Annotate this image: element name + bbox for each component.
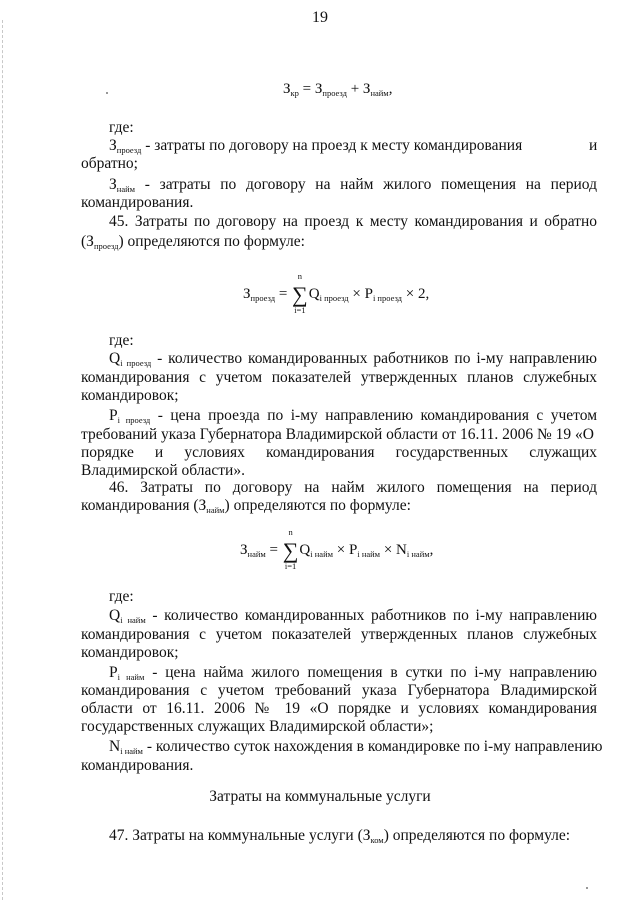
definition-symbol-sub: i проезд — [117, 415, 151, 425]
section-heading: Затраты на коммунальные услуги — [209, 788, 431, 805]
page-number: 19 — [312, 9, 328, 26]
definition-symbol-sub: проезд — [116, 145, 142, 155]
formula-kr-lhs: З — [283, 81, 291, 97]
formula-p: P — [364, 286, 373, 302]
definition-symbol-sub: найм — [116, 184, 136, 194]
where-label: где: — [109, 119, 134, 136]
inline-symbol-sub: ком — [370, 835, 384, 845]
formula-kr — [283, 81, 392, 98]
paragraph-47-line — [109, 827, 570, 849]
formula-kr-plus: + — [350, 81, 360, 97]
sum-symbol — [292, 271, 308, 315]
formula-p: P — [348, 542, 358, 558]
formula-times: × — [383, 542, 393, 558]
definition-text: области от 16.11. 2006 № 19 «О порядке и условиях командирования — [81, 700, 597, 717]
definition-symbol: P — [109, 407, 118, 424]
paragraph-46-line — [81, 497, 411, 519]
inline-symbol-sub: найм — [206, 505, 225, 515]
sum-upper-limit: n — [297, 271, 303, 281]
formula-n: N — [396, 542, 407, 558]
sum-lower-limit: i=1 — [294, 305, 306, 315]
paragraph-text: ) определяются по формуле: — [224, 497, 411, 514]
formula-p-sub: i найм — [357, 549, 381, 559]
definition-symbol: N — [109, 738, 121, 755]
formula-lhs-sub: найм — [247, 549, 266, 559]
scan-speck — [586, 887, 588, 889]
definition-text-tail: и — [589, 137, 598, 154]
definition-symbol: З — [109, 176, 117, 193]
scan-edge — [2, 20, 4, 900]
formula-n-sub: i найм — [406, 549, 430, 559]
sum-sign: ∑ — [282, 538, 299, 563]
formula-lhs: З — [243, 286, 251, 302]
definition-text: Владимирской области». — [81, 462, 245, 479]
definition-text: - количество командированных работников по i-му направлению — [157, 350, 598, 367]
paragraph-text: командирования ( — [81, 497, 199, 514]
definition-text: - количество командированных работников по i-му направлению — [152, 607, 598, 624]
sum-lower-limit: i=1 — [284, 561, 297, 571]
definition-text: государственных служащих Владимирской области»; — [81, 718, 434, 735]
formula-naim — [240, 527, 434, 571]
formula-kr-t2: З — [362, 81, 371, 97]
formula-times: × — [336, 542, 346, 558]
definition-text: - количество суток нахождения в командировке по i-му направлению — [146, 738, 603, 755]
definition-symbol: З — [109, 137, 117, 154]
definition-text: командирования. — [81, 757, 194, 774]
definition-text: командирования с учетом показателей утвержденных планов служебных — [81, 369, 597, 386]
definition-text: - затраты по договору на найм жилого помещения на период — [144, 176, 597, 193]
formula-lhs-sub: проезд — [250, 293, 276, 303]
paragraph-45-line — [81, 233, 305, 255]
definition-symbol-sub: i найм — [117, 672, 145, 682]
paragraph-45-line: 45. Затраты по договору на проезд к месту командирования и обратно — [109, 213, 597, 230]
definition-line — [109, 137, 522, 159]
definition-symbol-sub: i найм — [120, 615, 146, 625]
inline-symbol-sub: проезд — [93, 241, 119, 251]
definition-text: командирования. — [81, 194, 194, 211]
definition-text: командировок; — [81, 644, 179, 661]
where-label: где: — [109, 332, 134, 349]
definition-symbol-sub: i найм — [120, 746, 143, 756]
formula-kr-end: , — [388, 81, 393, 97]
paragraph-text: 47. Затраты на коммунальные услуги ( — [109, 827, 363, 844]
definition-text: командировок; — [81, 387, 179, 404]
definition-symbol: Q — [109, 607, 121, 624]
formula-kr-lhs-sub: кр — [290, 88, 299, 98]
definition-symbol: P — [109, 664, 118, 681]
definition-text: - затраты по договору на проезд к месту командирования — [145, 137, 523, 154]
formula-q: Q — [299, 542, 311, 558]
formula-q-sub: i проезд — [319, 293, 349, 303]
formula-kr-eq: = — [302, 81, 312, 97]
definition-text: командирования с учетом требований указа Губернатора Владимирской — [81, 682, 597, 699]
formula-kr-t1-sub: проезд — [322, 88, 347, 98]
formula-eq: = — [269, 542, 278, 558]
paragraph-46-line: 46. Затраты по договору на найм жилого помещения на период — [109, 479, 597, 496]
definition-symbol-sub: i проезд — [120, 358, 152, 368]
inline-symbol: З — [198, 497, 207, 514]
formula-lhs: З — [240, 542, 248, 558]
inline-symbol: З — [86, 233, 94, 250]
definition-text: порядке и условиях командирования государственных служащих — [81, 444, 597, 461]
definition-symbol: Q — [109, 350, 121, 367]
formula-q: Q — [308, 286, 320, 302]
formula-eq: = — [278, 286, 288, 302]
definition-text: командирования с учетом показателей утвержденных планов служебных — [81, 626, 597, 643]
paragraph-text: ) определяются по формуле: — [118, 233, 305, 250]
where-label: где: — [109, 588, 134, 605]
formula-p-sub: i проезд — [372, 293, 402, 303]
formula-kr-t1: З — [314, 81, 323, 97]
formula-end: , — [425, 286, 430, 302]
scan-speck — [106, 92, 108, 94]
formula-kr-t2-sub: найм — [370, 88, 389, 98]
formula-times-2: × 2 — [405, 286, 426, 302]
formula-q-sub: i найм — [310, 549, 334, 559]
definition-text: обратно; — [81, 155, 138, 172]
formula-proezd — [243, 271, 430, 315]
sum-sign: ∑ — [292, 282, 308, 307]
sum-upper-limit: n — [288, 527, 293, 537]
definition-text: требований указа Губернатора Владимирской области от 16.11. 2006 № 19 «О — [81, 426, 594, 443]
formula-end: , — [429, 542, 434, 558]
inline-symbol: З — [362, 827, 371, 844]
definition-text: - цена проезда по i-му направлению командирования с учетом — [157, 407, 598, 424]
definition-text: - цена найма жилого помещения в сутки по i-му направлению — [152, 664, 597, 681]
paren-open: ( — [81, 233, 87, 250]
sum-symbol — [282, 527, 299, 571]
formula-times: × — [352, 286, 361, 302]
paragraph-text: ) определяются по формуле: — [383, 827, 571, 844]
